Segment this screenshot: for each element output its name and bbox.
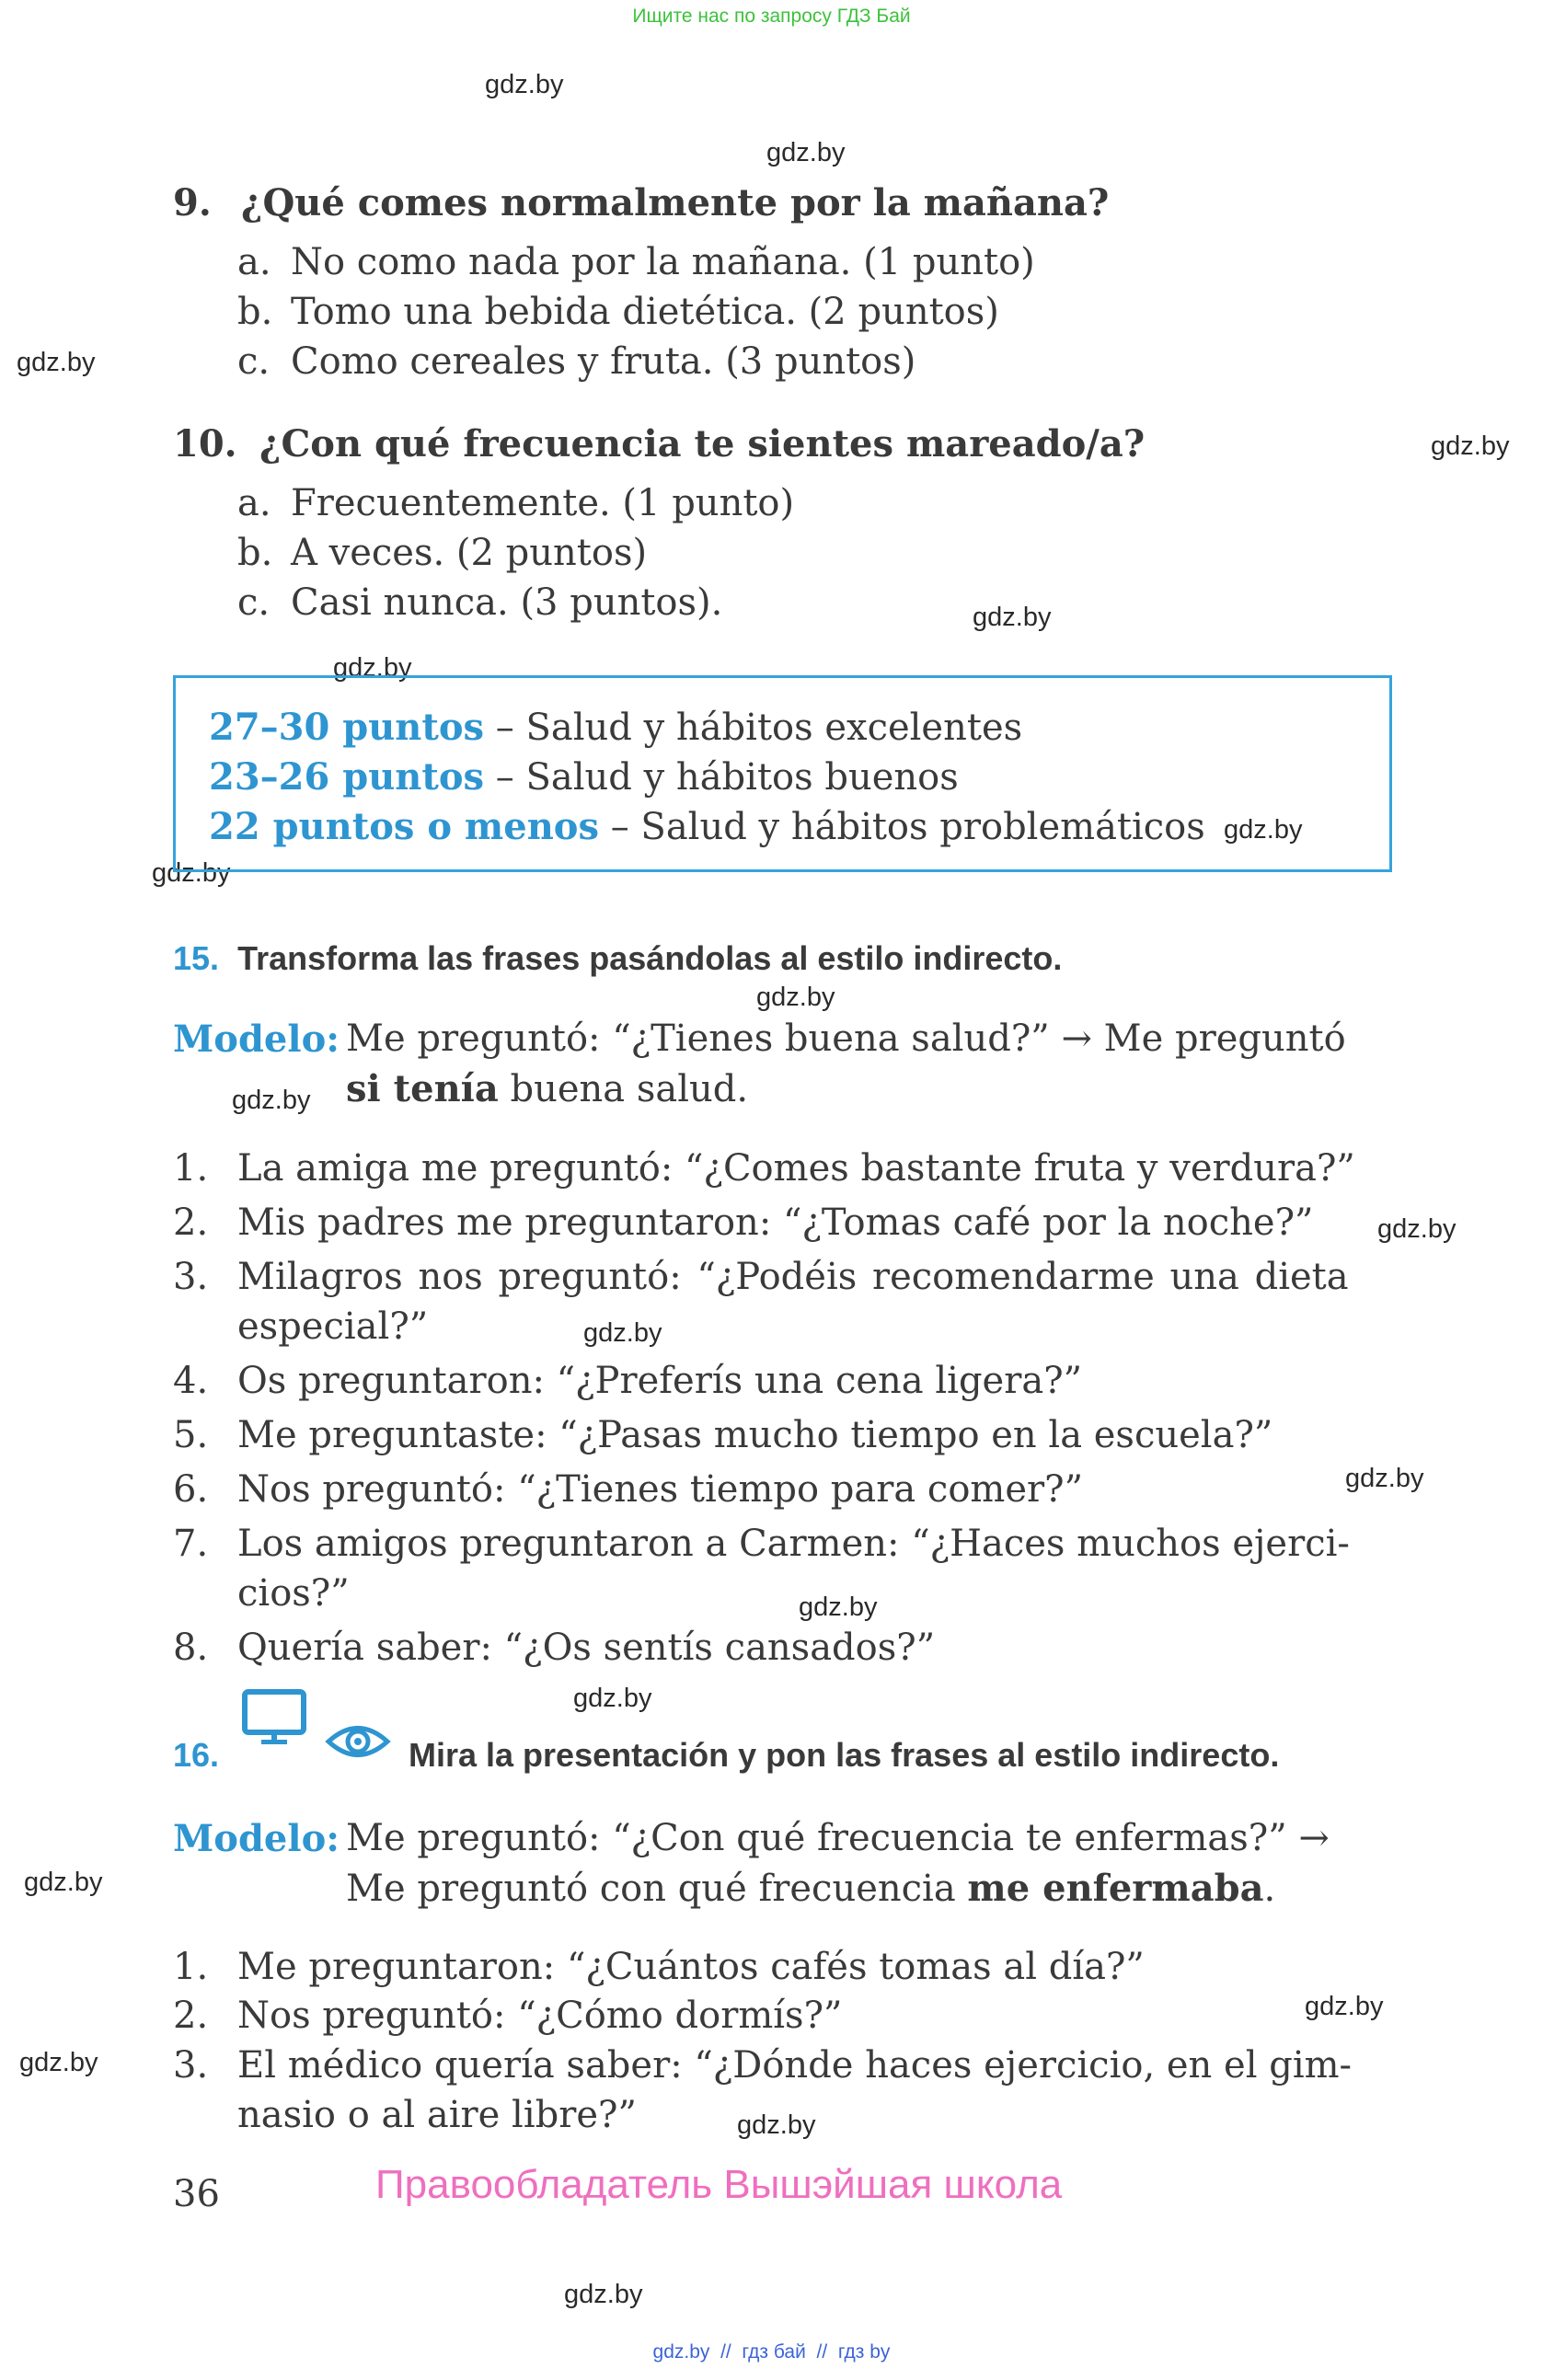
option-text: Frecuentemente. (1 punto) [291,482,795,524]
answer-option [237,340,915,383]
item-number: 4. [173,1360,209,1402]
modelo-rest: buena salud. [498,1068,749,1110]
page-number: 36 [173,2173,220,2215]
score-points: 27–30 puntos [209,706,485,749]
question-text: ¿Qué comes normalmente por la mañana? [241,181,1110,224]
exercise-item: Os preguntaron: “¿Preferís una cena ligera?” [237,1360,1083,1402]
watermark: gdz.by [756,983,835,1012]
watermark: gdz.by [583,1318,662,1348]
exercise-item: Los amigos preguntaron a Carmen: “¿Haces muchos ejerci- [237,1523,1350,1565]
exercise-item-continuation: especial?” [237,1305,429,1348]
modelo-label: Modelo: [173,1018,340,1061]
watermark: gdz.by [17,348,96,377]
watermark: gdz.by [485,70,564,99]
watermark: gdz.by [333,653,412,683]
option-letter: c. [237,581,271,624]
option-letter: b. [237,532,273,574]
exercise-title: Transforma las frases pasándolas al estilo indirecto. [237,939,1063,977]
option-letter: c. [237,340,271,383]
score-text: – Salud y hábitos problemáticos [598,806,1205,848]
score-box [173,675,1392,872]
answer-option [237,482,794,524]
exercise-item: Mis padres me preguntaron: “¿Tomas café por la noche?” [237,1201,1314,1244]
exercise-item: La amiga me preguntó: “¿Comes bastante fruta y verdura?” [237,1147,1355,1190]
item-number: 2. [173,1995,209,2037]
modelo-label: Modelo: [173,1817,340,1860]
watermark: gdz.by [799,1592,878,1622]
exercise-item: Nos preguntó: “¿Tienes tiempo para comer?” [237,1468,1084,1511]
score-line [209,706,1022,749]
modelo-text-post: . [1263,1868,1276,1910]
monitor-icon [241,1688,311,1747]
exercise-number: 16. [173,1736,220,1774]
modelo-text-pre: Me preguntó con qué frecuencia [346,1868,968,1910]
item-number: 7. [173,1523,209,1565]
score-text: – Salud y hábitos buenos [484,756,959,799]
question-number: 9. [173,181,212,224]
answer-option [237,291,999,333]
watermark: gdz.by [1431,431,1510,461]
score-points: 23–26 puntos [209,755,485,799]
score-line [209,805,1205,848]
exercise-item: Quería saber: “¿Os sentís cansados?” [237,1627,936,1669]
exercise-item-continuation: cios?” [237,1572,350,1615]
watermark: gdz.by [1224,815,1303,845]
option-letter: b. [237,291,273,333]
watermark: gdz.by [766,138,846,167]
exercise-number: 15. [173,939,220,977]
modelo-text [346,1867,1275,1910]
item-number: 6. [173,1468,209,1511]
item-number: 3. [173,1256,209,1298]
option-letter: a. [237,482,271,524]
question-text: ¿Con qué frecuencia te sientes mareado/a? [259,422,1146,466]
item-number: 8. [173,1627,209,1669]
option-letter: a. [237,241,271,283]
modelo-answer: me enfermaba [967,1867,1264,1910]
option-text: Tomo una bebida dietética. (2 puntos) [291,291,999,333]
question-number: 10. [173,422,237,466]
watermark: gdz.by [19,2048,98,2077]
option-text: Como cereales y fruta. (3 puntos) [291,340,916,383]
exercise-heading [173,939,1062,978]
modelo-text: Me preguntó: “¿Tienes buena salud?” → Me preguntó [346,1018,1346,1060]
watermark: gdz.by [1345,1464,1424,1493]
exercise-item: Me preguntaron: “¿Cuántos cafés tomas al día?” [237,1946,1145,1988]
exercise-title: Mira la presentación y pon las frases al estilo indirecto. [409,1736,1280,1774]
item-number: 2. [173,1201,209,1244]
score-points: 22 puntos o menos [209,805,599,848]
modelo-text: Me preguntó: “¿Con qué frecuencia te enfermas?” → [346,1817,1330,1859]
item-number: 3. [173,2044,209,2087]
answer-option [237,532,647,574]
watermark: gdz.by [573,1684,652,1713]
score-text: – Salud y hábitos excelentes [484,707,1023,749]
copyright-notice: Правообладатель Вышэйшая школа [375,2162,1063,2207]
eye-icon [325,1720,391,1763]
watermark: gdz.by [1305,1992,1384,2021]
score-line [209,755,959,799]
watermark: gdz.by [973,603,1052,632]
top-banner: Ищите нас по запросу ГДЗ Бай [632,6,911,27]
watermark: gdz.by [1377,1214,1457,1244]
exercise-item: Milagros nos preguntó: “¿Podéis recomendarme una dieta [237,1256,1349,1298]
watermark: gdz.by [24,1868,103,1897]
modelo-answer: si tenía [346,1067,499,1110]
watermark: gdz.by [564,2280,643,2309]
item-number: 1. [173,1147,209,1190]
item-number: 1. [173,1946,209,1988]
answer-option [237,241,1035,283]
watermark: gdz.by [152,858,231,888]
watermark: gdz.by [737,2110,816,2140]
bottom-links[interactable]: gdz.by // гдз бай // гдз by [652,2341,891,2363]
modelo-text [346,1067,748,1110]
exercise-item-continuation: nasio o al aire libre?” [237,2094,637,2136]
answer-option [237,581,722,624]
option-text: A veces. (2 puntos) [291,532,648,574]
exercise-item: Nos preguntó: “¿Cómo dormís?” [237,1995,843,2037]
option-text: Casi nunca. (3 puntos). [291,581,723,624]
option-text: No como nada por la mañana. (1 punto) [291,241,1035,283]
exercise-item: Me preguntaste: “¿Pasas mucho tiempo en la escuela?” [237,1414,1273,1456]
watermark: gdz.by [232,1086,311,1115]
item-number: 5. [173,1414,209,1456]
exercise-item: El médico quería saber: “¿Dónde haces ejercicio, en el gim- [237,2044,1353,2087]
